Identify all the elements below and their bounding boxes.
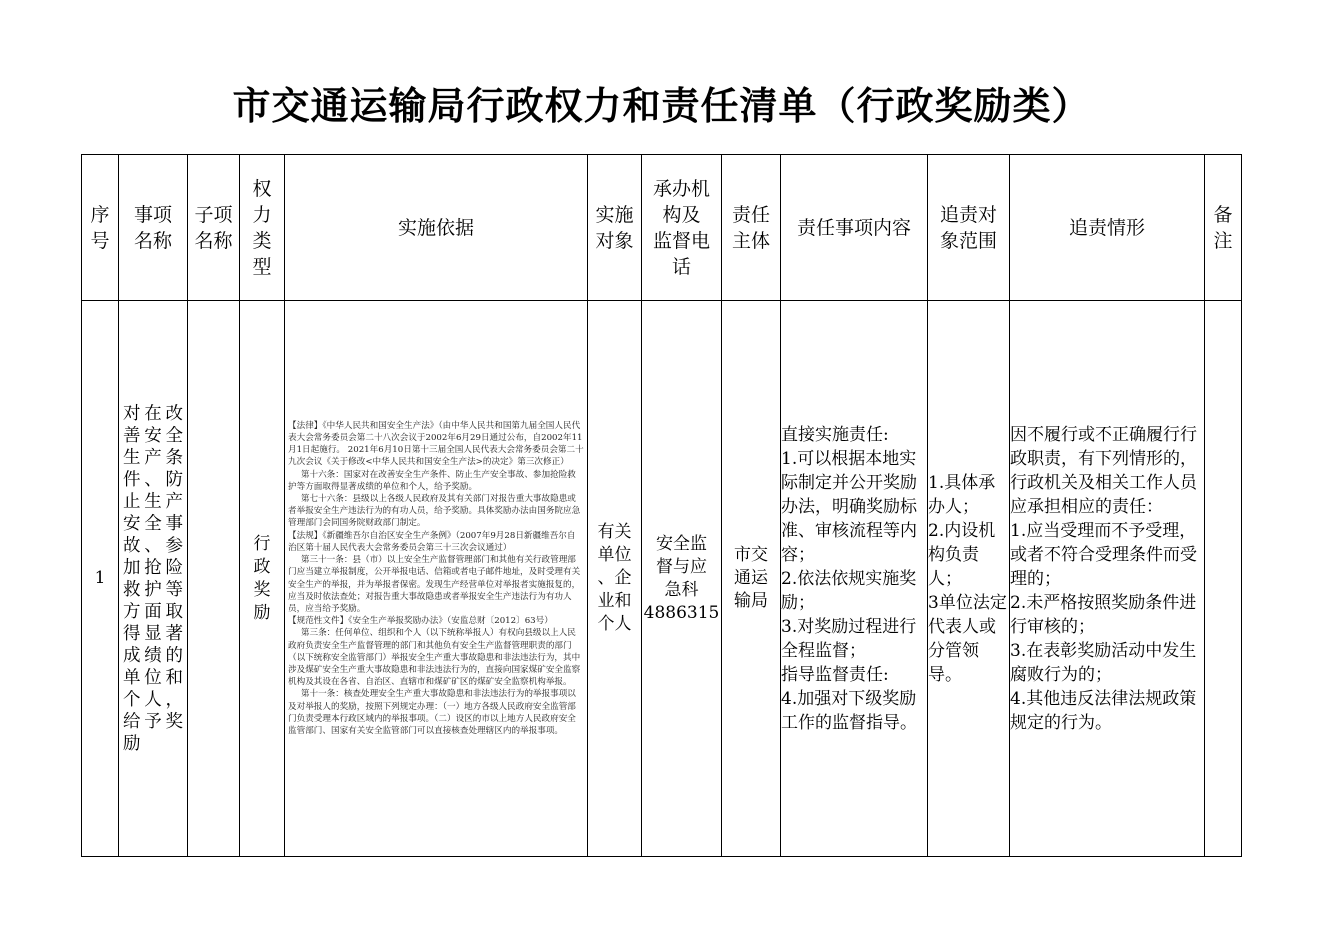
cell-agency: 安全监 督与应 急科 4886315	[642, 301, 722, 857]
cell-duty: 直接实施责任: 1.可以根据本地实际制定并公开奖励办法，明确奖励标准、审核流程等内容； 2.依法依规实施奖励； 3.对奖励过程进行全程监督； 指导监督责任: 4.加强对下级奖励工作的监督指导。	[781, 301, 928, 857]
header-agency: 承办机 构及 监督电 话	[642, 155, 722, 301]
header-remarks: 备 注	[1205, 155, 1242, 301]
cell-sub-item	[188, 301, 240, 857]
basis-paragraph: 第十六条：国家对在改善安全生产条件、防止生产安全事故、参加抢险救护等方面取得显著成绩的单位和个人，给予奖励。	[288, 469, 576, 492]
cell-target: 有关 单位 、企 业和 个人	[588, 301, 642, 857]
header-basis: 实施依据	[285, 155, 588, 301]
cell-item-name: 对在改善安全生产条件、防止生产安全事故、参加抢险救护等方面取得显著成绩的单位和个人，给予奖励	[119, 301, 188, 857]
basis-paragraph: 第七十六条：县级以上各级人民政府及其有关部门对报告重大事故隐患或者举报安全生产违法行为的有功人员，给予奖励。具体奖励办法由国务院应急管理部门会同国务院财政部门制定。	[288, 494, 581, 529]
cell-seq: 1	[82, 301, 119, 857]
cell-basis	[285, 301, 588, 857]
basis-paragraph: 第十一条：核查处理安全生产重大事故隐患和非法违法行为的举报事项以及对举报人的奖励，按照下列规定办理：（一）地方各级人民政府安全监管部门负责受理本行政区域内的举报事项。（二）设区的市以上地方人民政府安全监管部门、国家有关安全监管部门可以直接核查处理辖区内的举报事项。	[288, 689, 576, 736]
header-item-name: 事项 名称	[119, 155, 188, 301]
header-power-type: 权 力 类 型	[240, 155, 285, 301]
header-subject: 责任 主体	[722, 155, 781, 301]
basis-paragraph: 第三条：任何单位、组织和个人（以下统称举报人）有权向县级以上人民政府负责安全生产监督管理的部门和其他负有安全生产监督管理职责的部门（以下统称安全监管部门）举报安全生产重大事故隐患和非法违法行为，其中涉及煤矿安全生产重大事故隐患和非法违法行为的，直接向国家煤矿安全监察机构及其设在各省、自治区、直辖市和煤矿矿区的煤矿安全监察机构举报。	[288, 628, 581, 688]
cell-subject: 市交 通运 输局	[722, 301, 781, 857]
header-situation: 追责情形	[1010, 155, 1205, 301]
cell-situation: 因不履行或不正确履行行政职责，有下列情形的，行政机关及相关工作人员应承担相应的责任： 1.应当受理而不予受理，或者不符合受理条件而受理的； 2.未严格按照奖励条件进行审核的； 3.在表彰奖励活动中发生腐败行为的； 4.其他违反法律法规政策规定的行为。	[1010, 301, 1205, 857]
page-title: 市交通运输局行政权力和责任清单（行政奖励类）	[232, 83, 1091, 128]
basis-paragraph: 【法律】《中华人民共和国安全生产法》（由中华人民共和国第九届全国人民代表大会常务委员会第二十八次会议于2002年6月29日通过公布，自2002年11月1日起施行。 2021年6月10日第十三届全国人民代表大会常务委员会第二十九次会议《关于修改<中华人民共和国安全生产法>的决定》第三次修正）	[288, 420, 584, 468]
table-row	[82, 301, 1242, 857]
header-scope: 追责对 象范围	[928, 155, 1010, 301]
header-seq: 序 号	[82, 155, 119, 301]
basis-paragraph: 第三十一条：县（市）以上安全生产监督管理部门和其他有关行政管理部门应当建立举报制度，公开举报电话、信箱或者电子邮件地址，及时受理有关安全生产的举报，并为举报者保密。发现生产经营单位对举报者实施报复的，应当及时依法查处；对报告重大事故隐患或者举报安全生产违法行为有功人员，应当给予奖励。	[288, 555, 581, 614]
header-target: 实施 对象	[588, 155, 642, 301]
cell-remarks	[1205, 301, 1242, 857]
basis-paragraph: 【法规】《新疆维吾尔自治区安全生产条例》（2007年9月28日新疆维吾尔自治区第十届人民代表大会常务委员会第三十三次会议通过）	[288, 530, 576, 553]
power-list-table	[81, 154, 1242, 857]
basis-paragraph: 【规范性文件】《安全生产举报奖励办法》（安监总财〔2012〕63号）	[288, 616, 553, 627]
header-sub-item: 子项 名称	[188, 155, 240, 301]
cell-scope: 1.具体承办人； 2.内设机构负责人； 3单位法定代表人或分管领导。	[928, 301, 1010, 857]
phone-number: 4886315	[643, 602, 720, 623]
cell-power-type: 行 政 奖 励	[240, 301, 285, 857]
header-duty: 责任事项内容	[781, 155, 928, 301]
header-row	[82, 155, 1242, 301]
